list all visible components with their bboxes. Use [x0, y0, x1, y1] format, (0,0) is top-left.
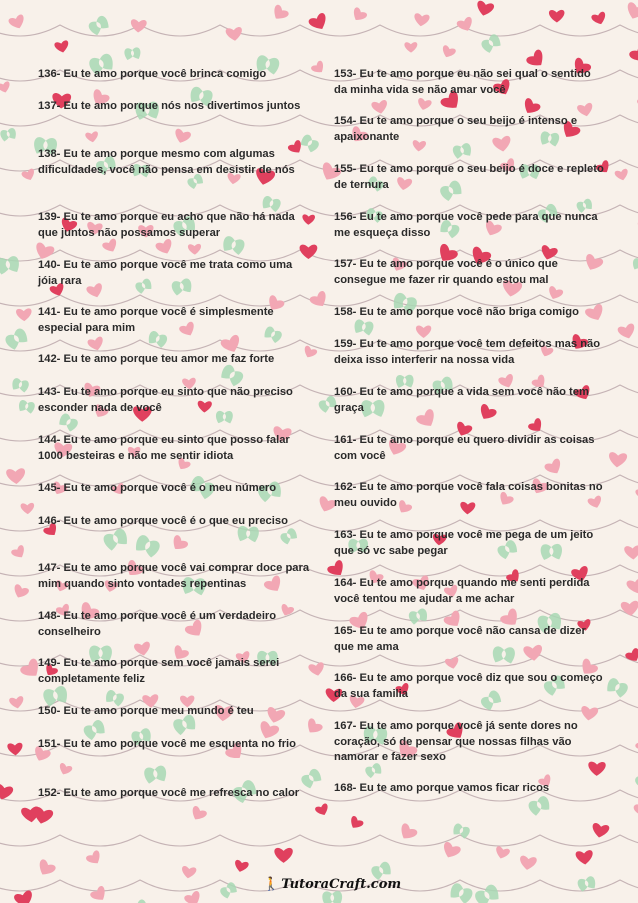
heart-icon [35, 858, 57, 879]
heart-icon [233, 859, 249, 873]
list-item: 153- Eu te amo porque eu não sei qual o sentido da minha vida se não amar você [334, 68, 591, 96]
heart-icon [169, 534, 189, 554]
list-item: 146- Eu te amo porque você é o que eu preciso [38, 515, 288, 527]
list-item: 162- Eu te amo porque você fala coisas bonitas no meu ouvido [334, 481, 603, 509]
heart-icon [16, 308, 32, 321]
heart-icon [7, 743, 23, 756]
leaf-icon [353, 319, 374, 336]
footer-brand-text: TutoraCraft.com [281, 876, 402, 892]
heart-icon [54, 40, 70, 54]
leaf-icon [133, 533, 162, 559]
heart-icon [591, 822, 610, 839]
heart-icon [225, 27, 243, 42]
list-item: 150- Eu te amo porque meu mundo é teu [38, 705, 254, 717]
list-item: 158- Eu te amo porque você não briga comigo [334, 306, 579, 318]
heart-icon [274, 848, 292, 863]
list-item: 154- Eu te amo porque o seu beijo é intenso e apaixonante [334, 115, 578, 143]
leaf-icon [473, 883, 501, 903]
leaf-icon [527, 795, 552, 817]
heart-icon [57, 762, 73, 776]
heart-icon [188, 244, 202, 255]
leaf-icon [632, 258, 638, 271]
heart-icon [633, 801, 638, 819]
list-item: 156- Eu te amo porque você pede para que nunca me esqueça disso [334, 211, 598, 239]
heart-icon [11, 583, 30, 600]
list-item: 145- Eu te amo porque você é o meu número [38, 482, 277, 494]
list-item: 159- Eu te amo porque você tem defeitos mas não deixa isso interferir na nossa vida [334, 338, 601, 366]
leaf-icon [143, 765, 167, 784]
heart-icon [85, 849, 104, 867]
heart-icon [617, 323, 637, 341]
list-item: 151- Eu te amo porque você me esquenta no frio [38, 738, 296, 750]
footer-brand [263, 873, 402, 895]
list-item: 163- Eu te amo porque você me pega de um jeito que só vc sabe pegar [334, 529, 594, 557]
list-item: 149- Eu te amo porque sem você jamais serei completamente feliz [38, 657, 280, 685]
list-item: 148- Eu te amo porque você é um verdadeiro conselheiro [38, 610, 277, 638]
heart-icon [347, 815, 364, 831]
leaf-icon [633, 768, 638, 790]
heart-icon [608, 452, 628, 469]
list-item: 164- Eu te amo porque quando me senti perdida você tentou me ajudar a me achar [334, 577, 590, 605]
heart-icon [189, 805, 208, 823]
leaf-icon [0, 255, 20, 275]
leaf-icon [18, 399, 36, 414]
heart-icon [416, 98, 432, 112]
heart-icon [494, 846, 511, 861]
list-item: 137- Eu te amo porque nós nos divertimos juntos [38, 100, 301, 112]
heart-icon [440, 841, 462, 861]
leaf-icon [11, 377, 30, 393]
list-item: 168- Eu te amo porque vamos ficar ricos [334, 782, 550, 794]
heart-icon [397, 822, 419, 843]
heart-icon [350, 6, 368, 23]
list-item: 152- Eu te amo porque você me refresca no calor [38, 787, 300, 799]
list-item: 147- Eu te amo porque você vai comprar doce para mim quando sinto vontades repentinas [38, 562, 310, 590]
heart-icon [626, 577, 638, 595]
list-item: 165- Eu te amo porque você não cansa de dizer que me ama [334, 625, 586, 653]
heart-icon [89, 885, 109, 903]
heart-icon [8, 14, 27, 31]
heart-icon [310, 60, 327, 76]
heart-icon [0, 81, 12, 94]
heart-icon [6, 468, 26, 485]
heart-icon [10, 544, 27, 561]
heart-icon [134, 641, 152, 657]
heart-icon [173, 128, 192, 145]
heart-icon [303, 717, 323, 737]
list-item: 141- Eu te amo porque você é simplesmente especial para mim [38, 306, 274, 334]
person-icon: 🚶 [263, 876, 280, 892]
heart-icon [181, 866, 197, 880]
list-item: 157- Eu te amo porque você é o único que consegue me fazer rir quando estou mal [334, 258, 558, 286]
heart-icon [404, 42, 417, 53]
list-item: 136- Eu te amo porque você brinca comigo [38, 68, 267, 80]
heart-icon [0, 783, 14, 801]
vine [0, 835, 638, 846]
list-item: 138- Eu te amo porque mesmo com algumas dificuldades, você não pensa em desistir de nós [38, 148, 295, 176]
list-item: 142- Eu te amo porque teu amor me faz forte [38, 353, 275, 365]
leaf-icon [124, 47, 141, 60]
leaf-icon [279, 527, 299, 546]
heart-icon [183, 890, 203, 903]
list-item: 143- Eu te amo porque eu sinto que não preciso esconder nada de você [38, 386, 293, 414]
heart-icon [628, 43, 638, 66]
heart-icon [314, 803, 330, 818]
list-item: 167- Eu te amo porque você já sente dores no coração, só de pensar que nossas filhas vão namorar e fazer sexo [334, 720, 578, 763]
list-item: 155- Eu te amo porque o seu beijo é doce e repleto de ternura [334, 163, 604, 191]
leaf-icon [87, 14, 111, 37]
heart-icon [624, 1, 638, 22]
heart-icon [475, 0, 495, 17]
leaf-icon [219, 881, 239, 900]
list-item: 166- Eu te amo porque você diz que sou o começo da sua familia [334, 672, 603, 700]
leaf-icon [408, 608, 429, 626]
leaf-icon [130, 898, 149, 903]
heart-icon [371, 100, 389, 116]
heart-icon [620, 600, 638, 616]
heart-icon [13, 890, 35, 903]
list-item: 161- Eu te amo porque eu quero dividir as coisas com você [334, 434, 595, 462]
heart-icon [130, 19, 147, 33]
heart-icon [519, 855, 537, 871]
heart-icon [624, 545, 638, 560]
heart-icon [309, 290, 331, 310]
leaf-icon [3, 327, 30, 352]
heart-icon [591, 11, 608, 26]
list-item: 139- Eu te amo porque eu acho que não há nada que juntos não possamos superar [38, 211, 295, 239]
heart-icon [9, 696, 25, 710]
heart-icon [308, 662, 326, 678]
heart-icon [85, 131, 99, 143]
heart-icon [614, 168, 629, 182]
heart-icon [413, 13, 430, 27]
leaf-icon [451, 822, 471, 839]
list-item: 140- Eu te amo porque você me trata como uma jóia rara [38, 259, 293, 287]
heart-icon [440, 44, 457, 59]
heart-icon [575, 850, 593, 866]
leaf-icon [0, 127, 17, 142]
list-item: 144- Eu te amo porque eu sinto que posso falar 1000 besteiras e não me sentir idiota [38, 434, 290, 462]
leaf-icon [605, 677, 630, 699]
list-item: 160- Eu te amo porque a vida sem você não tem graça [334, 386, 589, 414]
heart-icon [20, 503, 34, 515]
heart-icon [270, 4, 290, 24]
heart-icon [549, 10, 565, 23]
